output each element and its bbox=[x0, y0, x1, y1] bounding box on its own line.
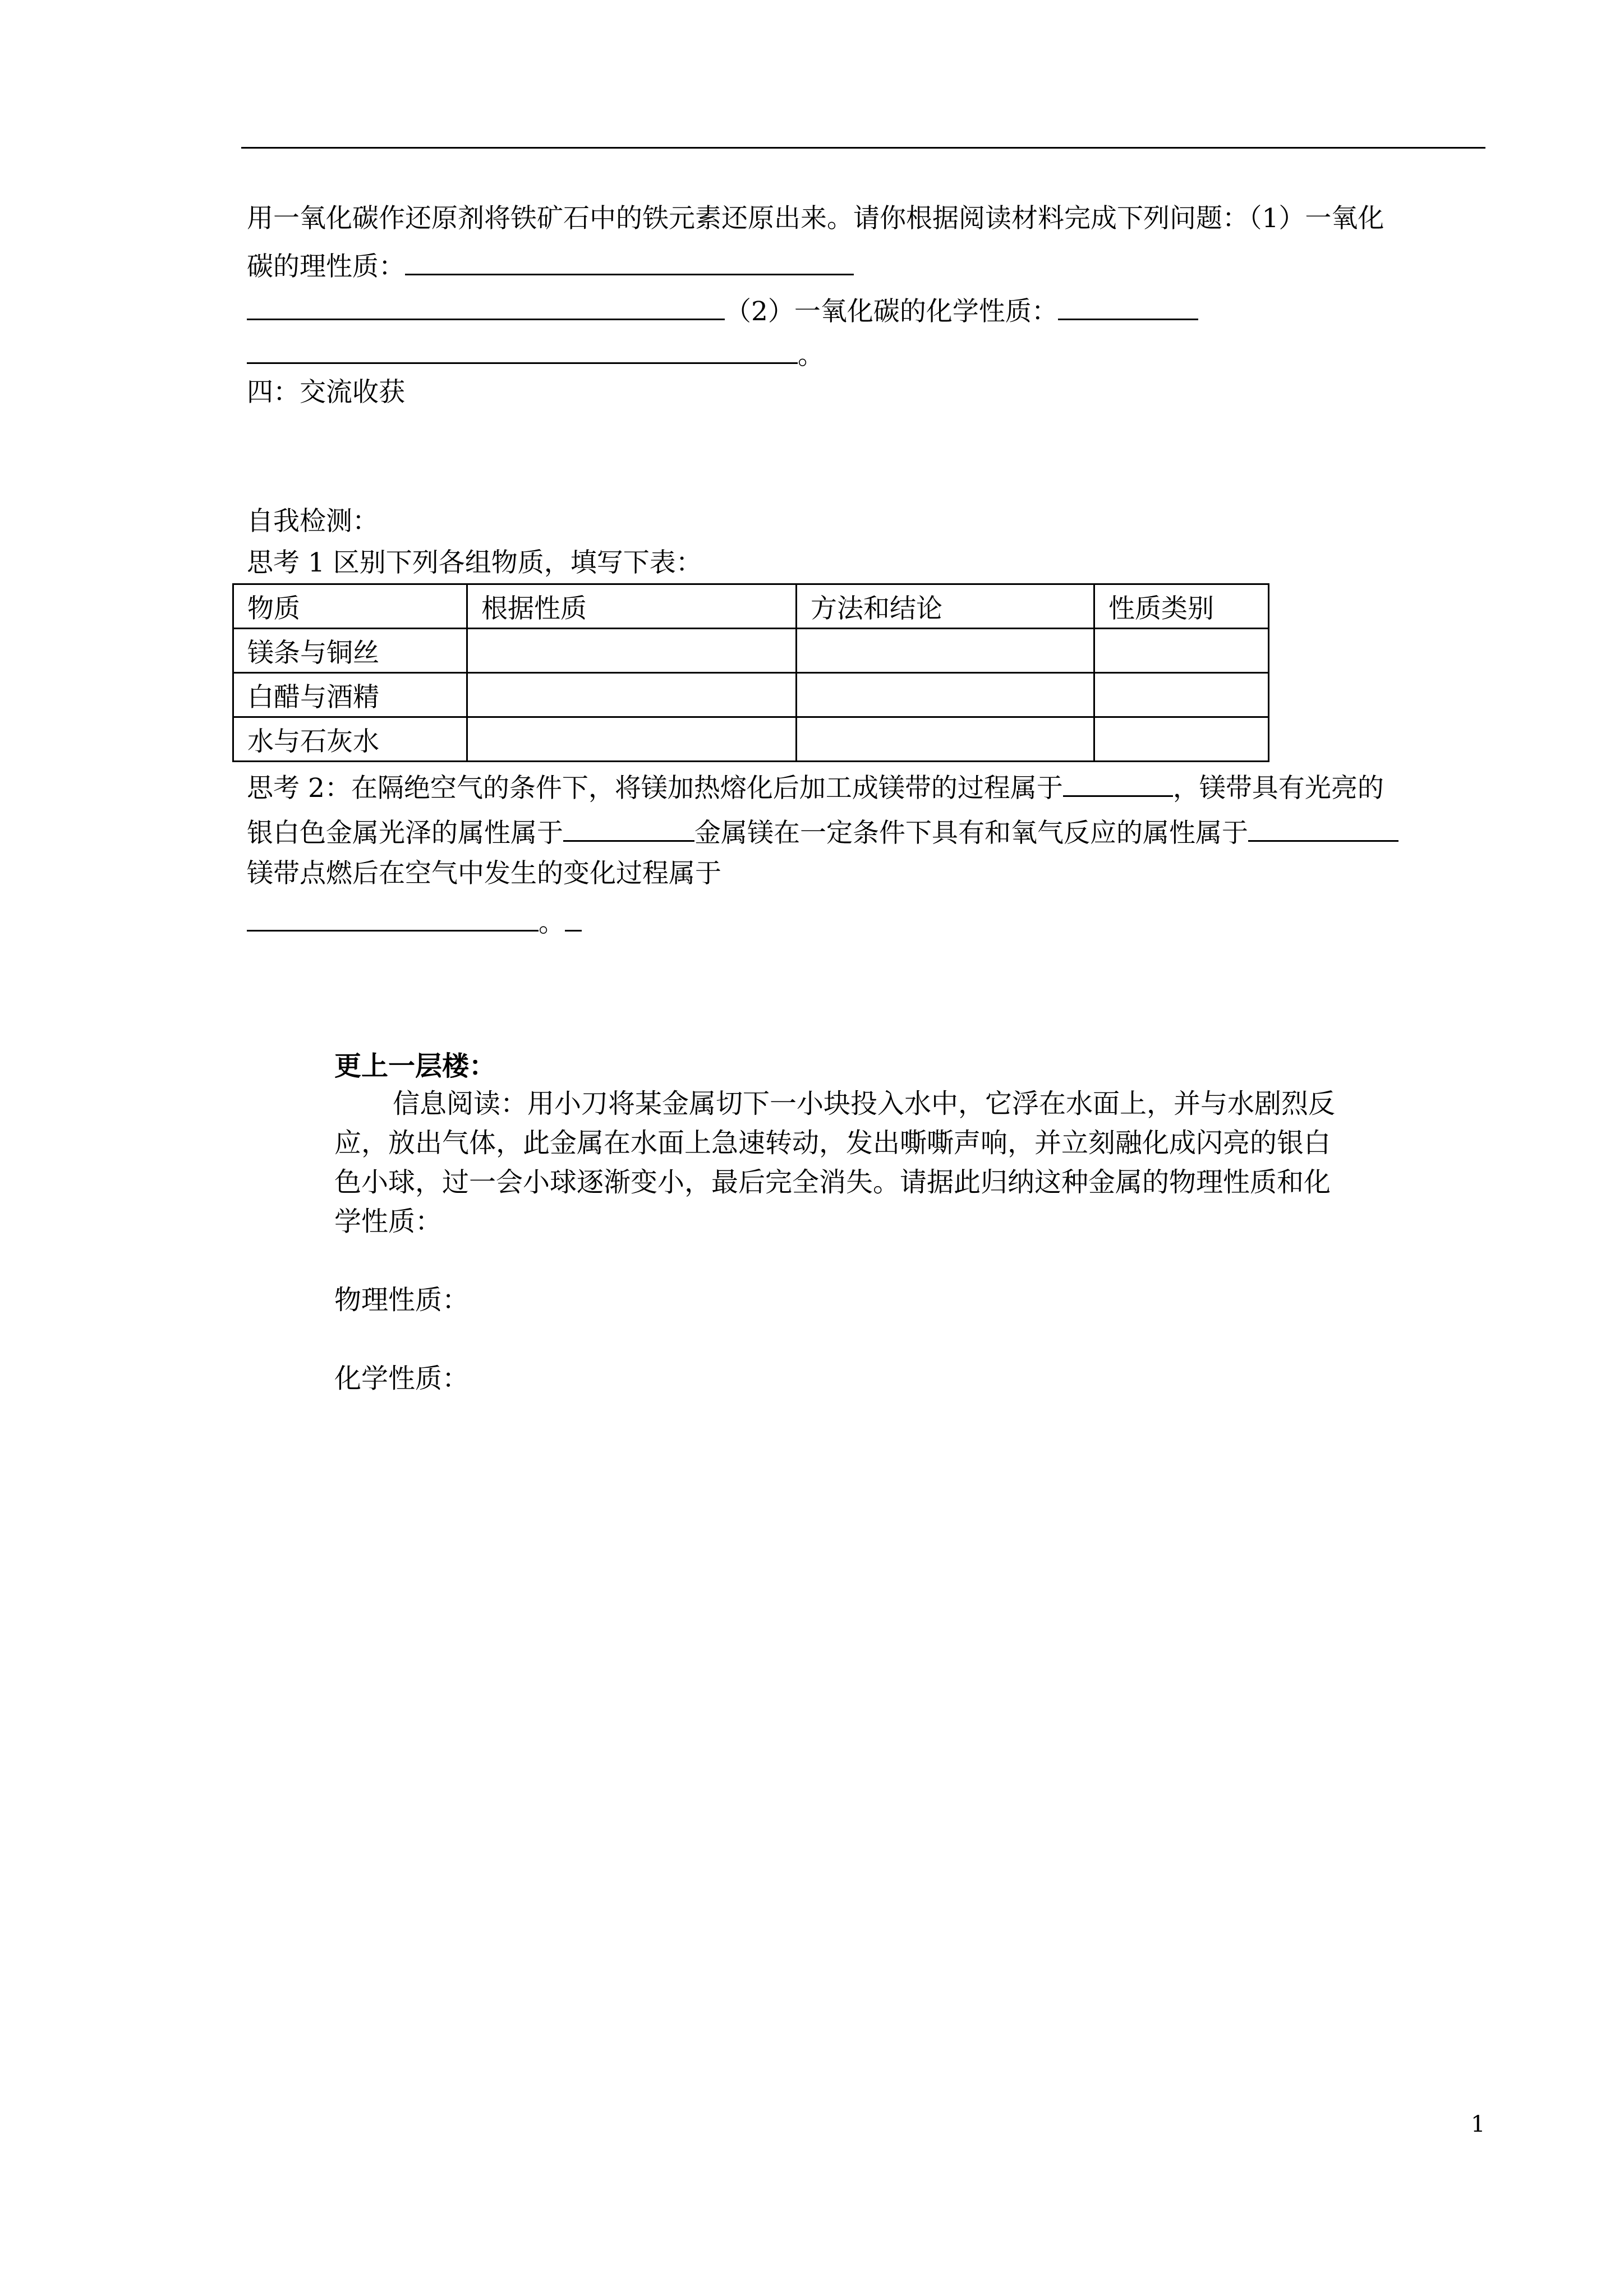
answer-blank-chemical-cont bbox=[247, 335, 798, 364]
think2-text-d: 金属镁在一定条件下具有和氧气反应的属性属于 bbox=[694, 818, 1248, 849]
info-paragraph-line-3: 色小球，过一会小球逐渐变小，最后完全消失。请据此归纳这种金属的物理性质和化 bbox=[334, 1167, 1331, 1198]
info-paragraph-line-1: 信息阅读：用小刀将某金属切下一小块投入水中，它浮在水面上，并与水剧烈反 bbox=[393, 1088, 1336, 1119]
table-header-row bbox=[233, 584, 1269, 629]
table-cell bbox=[797, 629, 1094, 673]
table-cell bbox=[467, 629, 797, 673]
think2-line-3: 镁带点燃后在空气中发生的变化过程属于 bbox=[247, 858, 721, 889]
think2-line-1 bbox=[247, 768, 1384, 805]
think2-text-c: 银白色金属光泽的属性属于 bbox=[247, 818, 563, 849]
info-paragraph-line-4: 学性质： bbox=[334, 1206, 443, 1237]
answer-blank-chemical bbox=[1058, 292, 1198, 320]
answer-blank-think2-3 bbox=[1248, 813, 1398, 842]
table-cell: 白醋与酒精 bbox=[233, 673, 467, 717]
answer-blank-think2-2 bbox=[563, 813, 694, 842]
answer-blank-think2-1 bbox=[1063, 768, 1173, 797]
table-header-cell: 根据性质 bbox=[467, 584, 797, 629]
answer-blank-physical-cont bbox=[247, 292, 725, 320]
answer-blank-physical bbox=[405, 247, 854, 275]
table-header-cell: 物质 bbox=[233, 584, 467, 629]
think2-text-b: ，镁带具有光亮的 bbox=[1172, 773, 1384, 804]
text-line-1: 用一氧化碳作还原剂将铁矿石中的铁元素还原出来。请你根据阅读材料完成下列问题：（1）一氧化 bbox=[247, 203, 1384, 234]
table-cell: 镁条与铜丝 bbox=[233, 629, 467, 673]
section-4-heading: 四：交流收获 bbox=[247, 377, 405, 408]
page-number: 1 bbox=[1471, 2111, 1485, 2137]
table-cell bbox=[467, 717, 797, 762]
think2-end-period: 。 bbox=[539, 907, 565, 938]
table-cell: 水与石灰水 bbox=[233, 717, 467, 762]
think1-prompt: 思考 1 区别下列各组物质，填写下表： bbox=[247, 547, 702, 578]
line-end-period: 。 bbox=[798, 340, 824, 371]
table-cell bbox=[1094, 717, 1269, 762]
physical-property-label: 碳的理性质： bbox=[247, 251, 405, 282]
table-cell bbox=[1094, 629, 1269, 673]
text-line-2 bbox=[247, 247, 854, 284]
property-table bbox=[232, 583, 1269, 762]
physical-properties-label: 物理性质： bbox=[334, 1284, 470, 1316]
table-cell bbox=[1094, 673, 1269, 717]
text-line-3 bbox=[247, 292, 1198, 329]
table-row bbox=[233, 673, 1269, 717]
think2-line-4 bbox=[247, 903, 582, 940]
info-paragraph-line-2: 应，放出气体，此金属在水面上急速转动，发出嘶嘶声响，并立刻融化成闪亮的银白 bbox=[334, 1127, 1331, 1159]
answer-blank-think2-tail bbox=[565, 903, 582, 932]
table-cell bbox=[797, 673, 1094, 717]
table-header-cell: 性质类别 bbox=[1094, 584, 1269, 629]
think2-line-2 bbox=[247, 813, 1398, 850]
table-row bbox=[233, 629, 1269, 673]
text-line-4 bbox=[247, 335, 824, 372]
table-cell bbox=[467, 673, 797, 717]
advanced-section-title: 更上一层楼： bbox=[334, 1050, 496, 1082]
table-row bbox=[233, 717, 1269, 762]
header-rule bbox=[241, 147, 1485, 149]
chemical-property-label: （2）一氧化碳的化学性质： bbox=[725, 296, 1058, 327]
think2-text-a: 思考 2：在隔绝空气的条件下，将镁加热熔化后加工成镁带的过程属于 bbox=[247, 773, 1063, 804]
table-header-cell: 方法和结论 bbox=[797, 584, 1094, 629]
self-test-heading: 自我检测： bbox=[247, 506, 379, 537]
chemical-properties-label: 化学性质： bbox=[334, 1363, 470, 1394]
table-cell bbox=[797, 717, 1094, 762]
answer-blank-think2-4 bbox=[247, 903, 539, 932]
